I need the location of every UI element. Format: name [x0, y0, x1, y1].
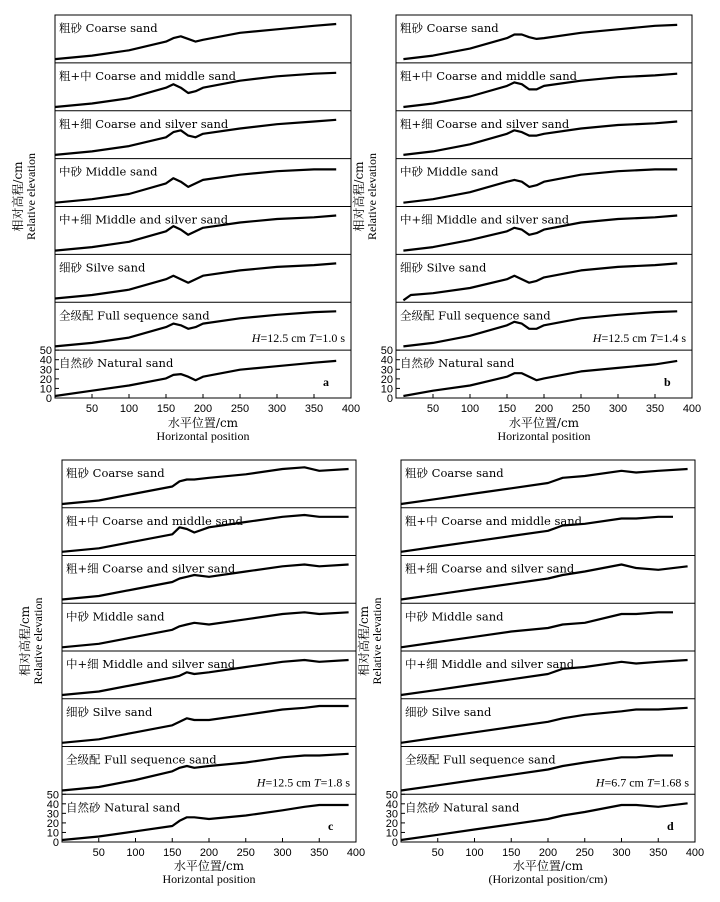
strip-label: 粗砂 Coarse sand [59, 21, 158, 35]
strip-label: 全级配 Full sequence sand [405, 752, 556, 767]
x-tick-label: 200 [193, 403, 213, 415]
strip-4 [401, 651, 695, 695]
strip-label: 粗+细 Coarse and silver sand [400, 116, 570, 131]
strip-label: 自然砂 Natural sand [59, 356, 174, 371]
strip-label: 粗+中 Coarse and middle sand [405, 513, 582, 528]
strip-4 [396, 207, 692, 251]
x-tick-label: 100 [460, 403, 480, 415]
panel-letter: c [328, 819, 334, 833]
y-tick-label: 30 [385, 808, 398, 821]
x-axis-label-cn: 水平位置/cm [512, 859, 584, 873]
y-tick-label: 40 [46, 798, 59, 811]
x-tick-label: 400 [685, 847, 705, 859]
y-axis-label-en: Relative elevation [370, 597, 384, 685]
strip-3 [396, 159, 692, 203]
x-tick-label: 50 [431, 847, 444, 859]
strip-label: 中+细 Middle and silver sand [405, 657, 575, 671]
x-tick-label: 100 [119, 403, 139, 415]
x-axis-label-en: Horizontal position [497, 429, 591, 443]
x-tick-label: 400 [682, 403, 702, 415]
x-tick-label: 100 [126, 847, 145, 859]
y-tick-label: 40 [39, 354, 52, 367]
panel-letter: d [667, 819, 674, 833]
strip-label: 粗砂 Coarse sand [66, 466, 165, 480]
x-tick-label: 200 [199, 847, 219, 859]
y-tick-label: 10 [39, 383, 52, 396]
x-tick-label: 150 [502, 847, 521, 859]
strip-label: 全级配 Full sequence sand [66, 752, 217, 767]
x-tick-label: 300 [612, 847, 631, 859]
strip-label: 自然砂 Natural sand [66, 800, 181, 815]
y-axis-label-en: Relative elevation [31, 597, 45, 685]
y-tick-label: 20 [46, 817, 59, 830]
y-tick-label: 10 [385, 827, 398, 840]
panel-c [17, 460, 365, 886]
x-tick-label: 350 [304, 403, 324, 415]
panel-b [351, 15, 701, 443]
strip-2 [396, 111, 692, 155]
strip-label: 自然砂 Natural sand [405, 800, 520, 815]
strip-2 [62, 556, 356, 600]
strip-1 [396, 63, 692, 107]
strip-0 [62, 466, 349, 504]
strip-label: 粗+中 Coarse and middle sand [66, 513, 243, 528]
y-tick-label: 50 [46, 789, 59, 802]
strip-3 [55, 159, 351, 203]
x-tick-label: 400 [341, 403, 361, 415]
x-tick-label: 200 [538, 847, 558, 859]
strip-label: 中+细 Middle and silver sand [400, 212, 570, 227]
panel-d [356, 460, 704, 886]
x-axis-label-en: Horizontal position [162, 872, 256, 886]
strip-0 [400, 21, 677, 59]
panel-letter: a [323, 375, 329, 389]
x-tick-label: 300 [267, 403, 287, 415]
strip-4 [55, 207, 351, 251]
x-tick-label: 250 [236, 847, 255, 859]
y-tick-label: 0 [52, 837, 59, 849]
x-axis-label-cn: 水平位置/cm [508, 416, 580, 430]
strip-label: 细砂 Silve sand [59, 260, 146, 275]
strip-2 [401, 556, 695, 600]
x-tick-label: 100 [465, 847, 484, 859]
y-tick-label: 30 [39, 364, 52, 377]
panel-a [10, 15, 360, 443]
y-tick-label: 50 [380, 345, 393, 358]
x-tick-label: 150 [497, 403, 517, 415]
strip-label: 粗砂 Coarse sand [400, 21, 499, 35]
strip-1 [62, 508, 356, 552]
x-tick-label: 300 [608, 403, 628, 415]
strip-label: 粗砂 Coarse sand [405, 466, 504, 480]
x-tick-label: 50 [426, 403, 440, 415]
y-tick-label: 0 [386, 393, 393, 405]
y-tick-label: 0 [391, 837, 398, 849]
panel-letter: b [664, 375, 671, 389]
y-tick-label: 30 [46, 808, 59, 821]
y-axis-label-en: Relative elevation [24, 153, 38, 240]
x-tick-label: 300 [273, 847, 292, 859]
y-tick-label: 10 [46, 827, 59, 840]
strip-label: 细砂 Silve sand [405, 704, 492, 719]
params-annotation: H=12.5 cm T=1.8 s [256, 775, 350, 790]
strip-5 [62, 699, 356, 743]
strip-label: 全级配 Full sequence sand [59, 308, 210, 323]
y-axis-label-cn: 相对高程/cm [352, 161, 366, 232]
strip-7 [401, 794, 695, 840]
strip-label: 全级配 Full sequence sand [400, 308, 551, 323]
y-tick-label: 10 [380, 383, 393, 396]
strip-label: 粗+中 Coarse and middle sand [400, 68, 577, 83]
x-tick-label: 250 [575, 847, 594, 859]
x-tick-label: 400 [346, 847, 366, 859]
strip-4 [62, 651, 356, 695]
strip-label: 细砂 Silve sand [400, 260, 487, 275]
x-tick-label: 200 [534, 403, 554, 415]
y-tick-label: 20 [380, 373, 393, 386]
y-tick-label: 0 [45, 393, 52, 405]
strip-0 [55, 21, 336, 59]
x-tick-label: 150 [163, 847, 182, 859]
y-tick-label: 20 [39, 373, 52, 386]
strip-7 [396, 350, 692, 396]
strip-label: 中砂 Middle sand [59, 164, 158, 179]
y-tick-label: 20 [385, 817, 398, 830]
strip-label: 自然砂 Natural sand [400, 356, 515, 371]
strip-1 [55, 63, 351, 107]
strip-3 [62, 603, 356, 647]
strip-label: 中砂 Middle sand [405, 609, 504, 624]
y-tick-label: 50 [39, 345, 52, 358]
y-tick-label: 30 [380, 364, 393, 377]
y-axis-label-cn: 相对高程/cm [18, 605, 32, 677]
params-annotation: H=6.7 cm T=1.68 s [595, 775, 689, 790]
x-axis-label-cn: 水平位置/cm [173, 859, 245, 873]
params-annotation: H=12.5 cm T=1.0 s [251, 331, 345, 346]
x-tick-label: 150 [156, 403, 176, 415]
strip-label: 细砂 Silve sand [66, 704, 153, 719]
y-tick-label: 40 [380, 354, 393, 367]
params-annotation: H=12.5 cm T=1.4 s [592, 331, 686, 346]
strip-5 [401, 699, 695, 743]
strip-label: 粗+中 Coarse and middle sand [59, 68, 236, 83]
strip-label: 中+细 Middle and silver sand [66, 657, 236, 671]
strip-0 [401, 466, 688, 504]
x-tick-label: 250 [230, 403, 250, 415]
strip-7 [55, 350, 351, 396]
strip-1 [401, 508, 695, 552]
x-tick-label: 350 [645, 403, 665, 415]
y-axis-label-cn: 相对高程/cm [357, 605, 371, 677]
strip-label: 粗+细 Coarse and silver sand [66, 561, 236, 576]
strip-label: 粗+细 Coarse and silver sand [59, 116, 229, 131]
x-tick-label: 350 [310, 847, 329, 859]
strip-5 [55, 254, 351, 298]
x-tick-label: 350 [649, 847, 668, 859]
strip-7 [62, 794, 356, 840]
y-axis-label-cn: 相对高程/cm [11, 161, 25, 232]
x-tick-label: 50 [85, 403, 99, 415]
x-tick-label: 50 [92, 847, 105, 859]
strip-label: 中+细 Middle and silver sand [59, 212, 229, 227]
x-axis-label-en: Horizontal position [156, 429, 250, 443]
y-tick-label: 40 [385, 798, 398, 811]
strip-label: 粗+细 Coarse and silver sand [405, 561, 575, 576]
x-axis-label-cn: 水平位置/cm [167, 416, 239, 430]
strip-5 [396, 254, 692, 300]
x-tick-label: 250 [571, 403, 591, 415]
y-axis-label-en: Relative elevation [365, 153, 379, 240]
strip-label: 中砂 Middle sand [400, 164, 499, 179]
strip-label: 中砂 Middle sand [66, 609, 165, 624]
x-axis-label-en: (Horizontal position/cm) [488, 872, 608, 886]
strip-2 [55, 111, 351, 155]
strip-3 [401, 603, 695, 647]
y-tick-label: 50 [385, 789, 398, 802]
